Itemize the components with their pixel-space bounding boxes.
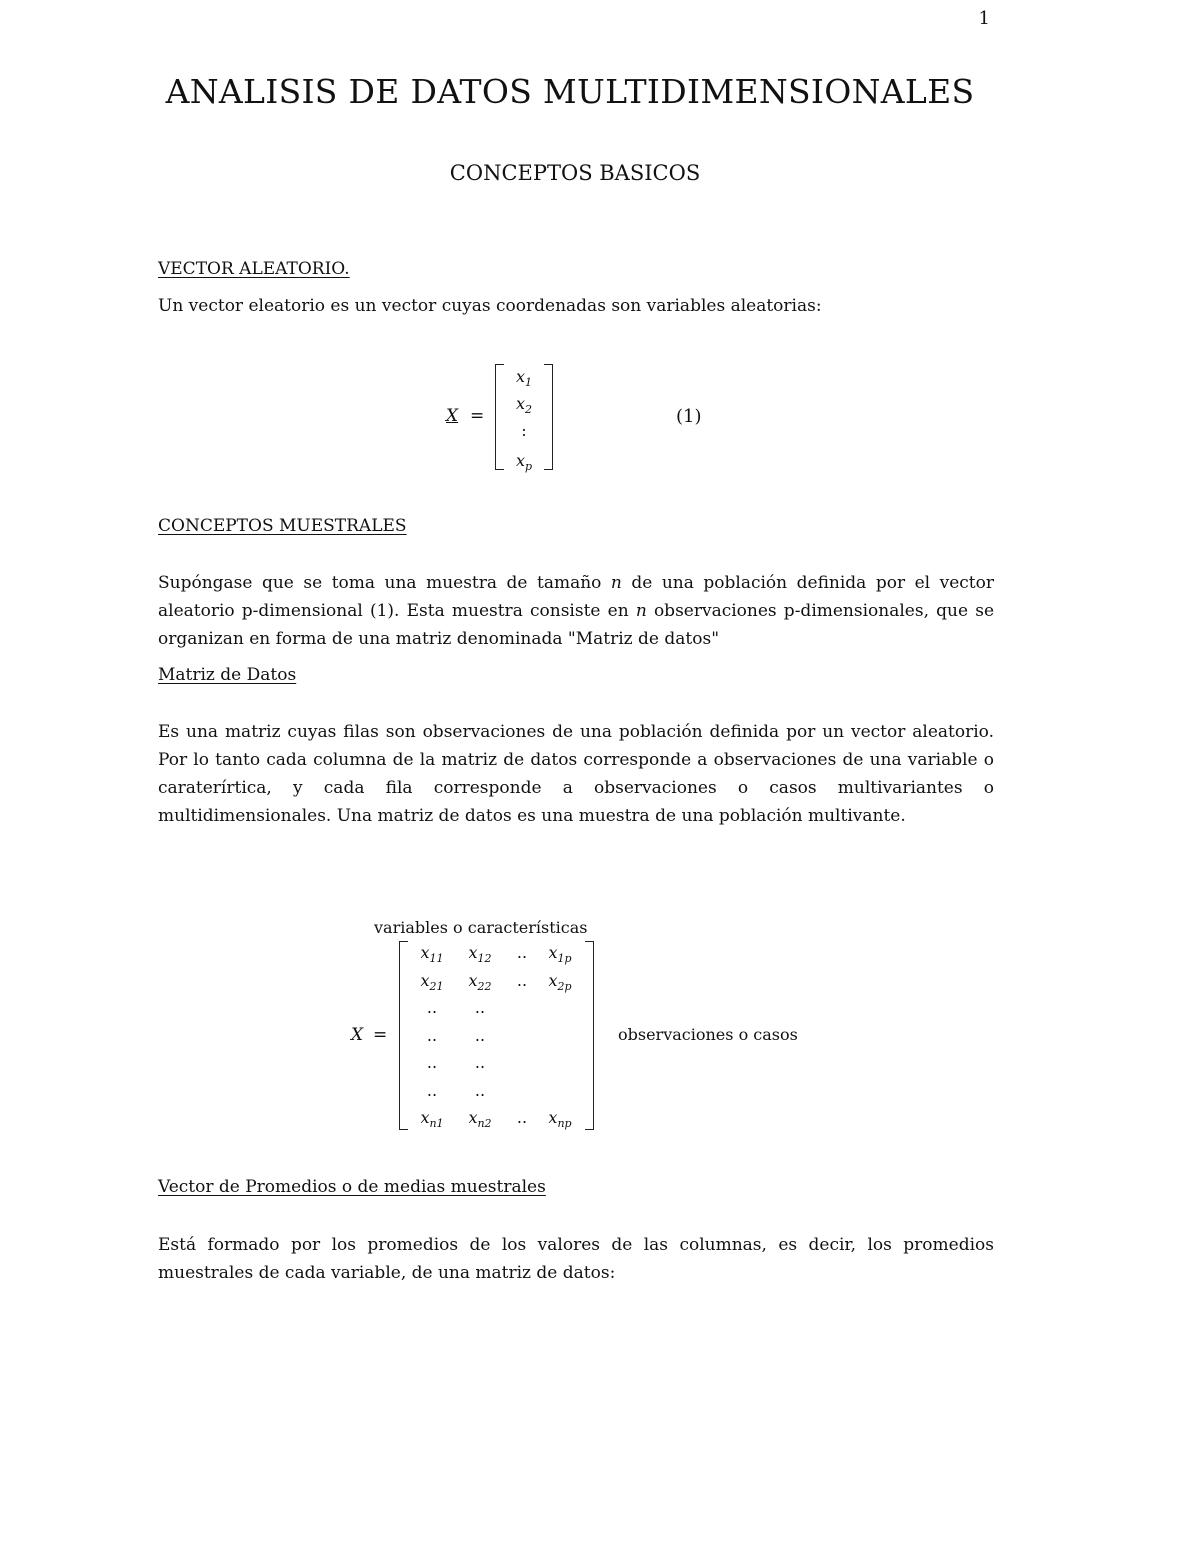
eq1-lhs: X [446,406,459,426]
eq1-left-bracket [495,364,504,470]
matrix-equals: = [373,1025,388,1045]
matrix-cell-subscript: 11 [429,952,444,966]
page-number: 1 [978,8,990,29]
heading-conceptos-muestrales: CONCEPTOS MUESTRALES [158,516,407,536]
matrix-cell: .. [474,1025,486,1045]
matrix-cell-subscript: np [557,1117,572,1131]
matrix-cell: $x_{12}$ [468,943,492,966]
matrix-cell-subscript: n2 [477,1117,492,1131]
matrix-cell-subscript: 22 [477,979,492,993]
matrix-cell: .. [516,943,528,962]
matrix-cell: .. [474,998,486,1017]
muestrales-n-1: n [610,573,622,593]
page-subtitle: CONCEPTOS BASICOS [449,161,701,185]
matrix-cell: $x_{11}$ [420,943,444,966]
matrix-right-bracket [585,941,594,1130]
matrix-cell-subscript: 2p [557,979,572,993]
matrix-lhs: X [351,1025,364,1045]
matrix-cell-subscript: n1 [429,1117,444,1131]
eq1-entry-subscript: 1 [525,376,533,390]
matrix-cell: .. [426,998,438,1017]
muestrales-n-2: n [635,601,647,621]
muestrales-text-1: Supóngase que se toma una muestra de tamaño [158,573,611,593]
matrix-top-label: variables o características [374,918,588,937]
matrix-cell-subscript: 1p [557,952,572,966]
matrix-cell: .. [474,1080,486,1100]
eq1-entry: : [521,421,527,440]
muestrales-text-3: observaciones p-dimensionales, que se organizan en forma de una matriz denominada "Matriz de datos" [158,601,994,649]
matrix-cell: $x_{2p}$ [548,970,572,993]
matrix-cell: .. [426,1080,438,1100]
heading-vector-aleatorio: VECTOR ALEATORIO. [158,259,350,279]
vector-definition-text: Un vector eleatorio es un vector cuyas coordenadas son variables aleatorias: [158,296,822,316]
eq1-right-bracket [544,364,553,470]
matrix-right-label: observaciones o casos [618,1025,798,1044]
matrix-cell: $x_{21}$ [420,970,444,993]
matrix-cell: .. [516,970,528,990]
eq1-equals: = [470,406,485,426]
matrix-cell: $x_{1p}$ [548,943,572,966]
eq1-entry-subscript: 2 [525,403,533,417]
matrix-cell: $x_{np}$ [548,1108,572,1131]
eq1-entry: $x_p$ [515,451,533,474]
eq1-label: (1) [676,406,702,427]
muestrales-paragraph [158,569,994,653]
matrix-cell: $x_{n2}$ [468,1108,492,1131]
matrix-cell-subscript: 12 [477,952,492,966]
matriz-paragraph: Es una matriz cuyas filas son observaciones de una población definida por un vector aleatorio. Por lo tanto cada columna de la matriz de datos corresponde a observaciones de una variable o caraterírtica, y cada fila corresponde a observaciones o casos multivariantes o multidimensionales. Una matriz de datos es una muestra de una población multivante. [158,722,994,826]
matrix-cell: .. [516,1108,528,1127]
matrix-cell: .. [474,1053,486,1072]
heading-vector-promedios: Vector de Promedios o de medias muestrales [158,1177,546,1197]
matrix-cell: $x_{n1}$ [420,1108,444,1131]
heading-matriz-de-datos: Matriz de Datos [158,665,297,685]
matrix-cell: $x_{22}$ [468,970,492,993]
muestrales-text-2: de una población definida por el vector aleatorio p-dimensional (1). Esta muestra consiste en [158,573,994,621]
promedios-paragraph: Está formado por los promedios de los valores de las columnas, es decir, los promedios muestrales de cada variable, de una matriz de datos: [158,1235,994,1283]
matrix-cell-subscript: 21 [429,979,444,993]
matrix-cell: .. [426,1053,438,1072]
eq1-entry: $x_1$ [515,367,533,390]
matrix-cell: .. [426,1025,438,1045]
eq1-entry: $x_2$ [515,394,533,417]
page-title: ANALISIS DE DATOS MULTIDIMENSIONALES [165,72,975,111]
matrix-left-bracket [399,941,408,1130]
eq1-entry-subscript: p [524,460,533,474]
